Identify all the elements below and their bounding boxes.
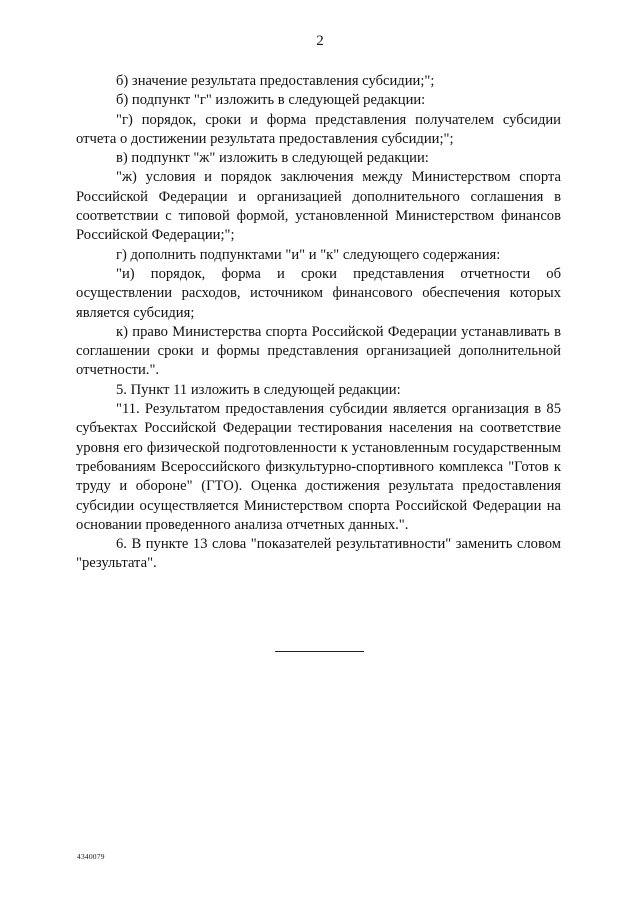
- page-number: 2: [316, 33, 324, 49]
- paragraph: б) значение результата предоставления субсидии;";: [116, 73, 435, 89]
- paragraph: "г) порядок, сроки и форма представления получателем субсидии отчета о достижении результата предоставления субсидии;";: [76, 111, 561, 147]
- paragraph: к) право Министерства спорта Российской Федерации устанавливать в соглашении сроки и формы представления организацией дополнительной отчетности.".: [76, 323, 561, 379]
- paragraph: 5. Пункт 11 изложить в следующей редакции:: [116, 381, 401, 398]
- paragraph: б) подпункт "г" изложить в следующей редакции:: [116, 92, 426, 109]
- document-code: 4340079: [77, 852, 105, 861]
- paragraph: "и) порядок, форма и сроки представления отчетности об осуществлении расходов, источником финансового обеспечения которых является субсидия;: [76, 265, 561, 321]
- separator-line: [275, 651, 364, 652]
- paragraph: г) дополнить подпунктами "и" и "к" следующего содержания:: [116, 246, 501, 263]
- document-body: [76, 72, 561, 574]
- paragraph: в) подпункт "ж" изложить в следующей редакции:: [116, 150, 429, 167]
- paragraph: "11. Результатом предоставления субсидии является организация в 85 субъектах Российской Федерации тестирования населения на соответствие уровня его физической подготовленности к установленным государственным требованиям Всероссийского физкультурно-спортивного комплекса "Готов к труду и обороне" (ГТО). Оценка достижения результата предоставления субсидии осуществляется Министерством спорта Российской Федерации на основании проведенного анализа отчетных данных.".: [76, 401, 561, 533]
- paragraph: 6. В пункте 13 слова "показателей результативности" заменить словом "результата".: [76, 536, 561, 572]
- paragraph: "ж) условия и порядок заключения между Министерством спорта Российской Федерации и организацией дополнительного соглашения в соответствии с типовой формой, установленной Министерством финансов Российской Федерации;";: [76, 169, 561, 244]
